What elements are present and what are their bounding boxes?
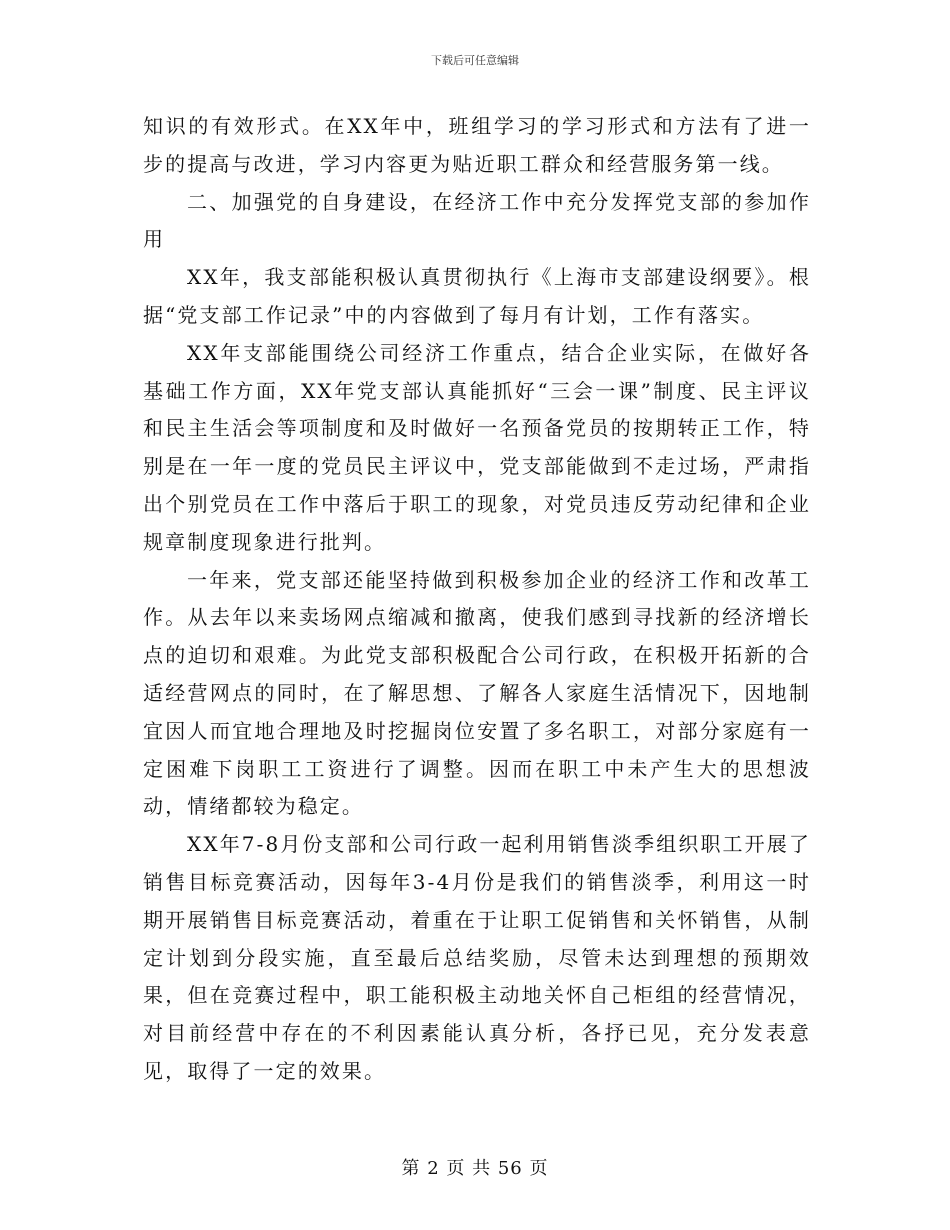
section-heading: 二、加强党的自身建设，在经济工作中充分发挥党支部的参加作用: [143, 189, 811, 252]
paragraph: 一年来，党支部还能坚持做到积极参加企业的经济工作和改革工作。从去年以来卖场网点缩减和撤离，使我们感到寻找新的经济增长点的迫切和艰难。为此党支部积极配合公司行政，在积极开拓新的合适经营网点的同时，在了解思想、了解各人家庭生活情况下，因地制宜因人而宜地合理地及时挖掘岗位安置了多名职工，对部分家庭有一定困难下岗职工工资进行了调整。因而在职工中未产生大的思想波动，情绪都较为稳定。: [143, 567, 811, 819]
paragraph: 知识的有效形式。在XX年中，班组学习的学习形式和方法有了进一步的提高与改进，学习内容更为贴近职工群众和经营服务第一线。: [143, 114, 811, 176]
document-body: [143, 108, 811, 1091]
paragraph: XX年7-8月份支部和公司行政一起利用销售淡季组织职工开展了销售目标竞赛活动，因每年3-4月份是我们的销售淡季，利用这一时期开展销售目标竞赛活动，着重在于让职工促销售和关怀销售，从制定计划到分段实施，直至最后总结奖励，尽管未达到理想的预期效果，但在竞赛过程中，职工能积极主动地关怀自己柜组的经营情况，对目前经营中存在的不利因素能认真分析，各抒已见，充分发表意见，取得了一定的效果。: [143, 832, 811, 1083]
paragraph: XX年支部能围绕公司经济工作重点，结合企业实际，在做好各基础工作方面，XX年党支部认真能抓好“三会一课”制度、民主评议和民主生活会等项制度和及时做好一名预备党员的按期转正工作，特别是在一年一度的党员民主评议中，党支部能做到不走过场，严肃指出个别党员在工作中落后于职工的现象，对党员违反劳动纪律和企业规章制度现象进行批判。: [143, 340, 811, 554]
page-header: 下载后可任意编辑: [431, 54, 519, 67]
page-number: 第 2 页 共 56 页: [401, 1158, 549, 1179]
paragraph: XX年，我支部能积极认真贯彻执行《上海市支部建设纲要》。根据“党支部工作记录”中的内容做到了每月有计划，工作有落实。: [143, 265, 811, 327]
